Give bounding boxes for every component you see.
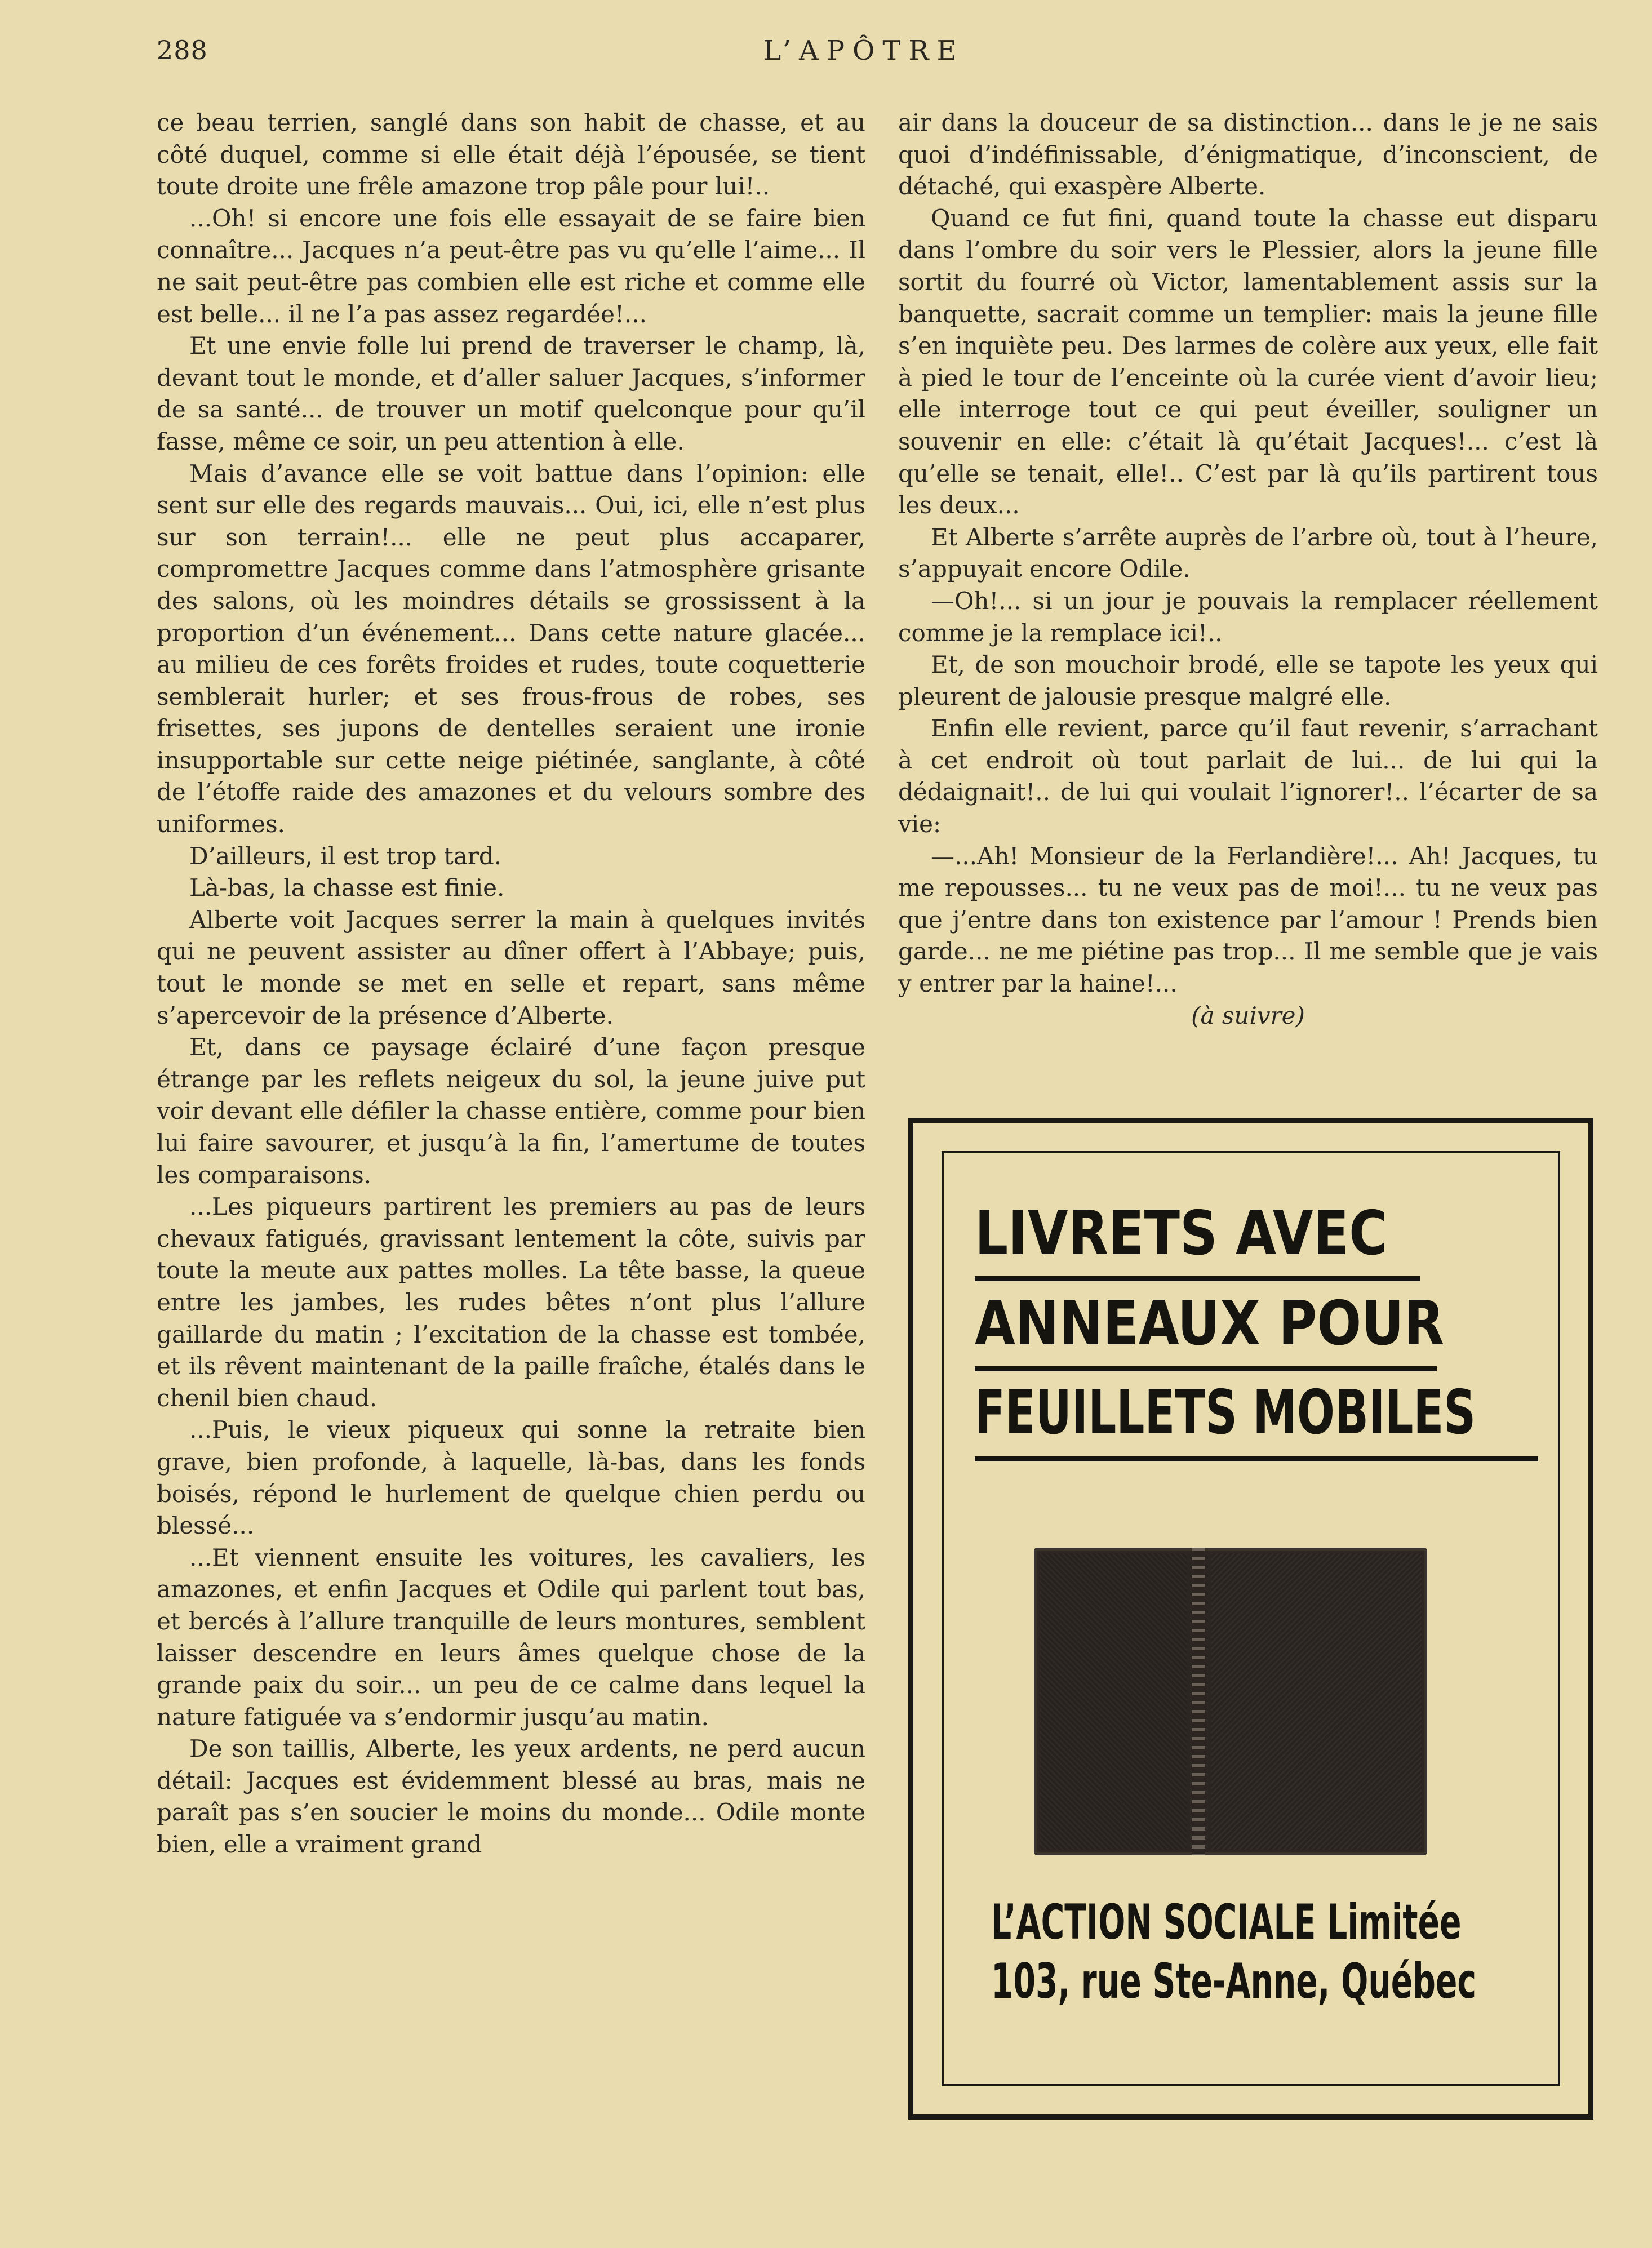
ad-divider bbox=[975, 1456, 1538, 1461]
paragraph: Et Alberte s’arrête auprès de l’arbre où, tout à l’heure, s’appuyait encore Odile. bbox=[898, 523, 1598, 583]
binder-book-image bbox=[1034, 1548, 1427, 1855]
ad-address: 103, rue Ste-Anne, Québec bbox=[991, 1953, 1477, 2010]
paragraph: ...Les piqueurs partirent les premiers au pas de leurs chevaux fatigués, gravissant lentement la côte, suivis par toute la meute aux pattes molles. La tête basse, la queue entre les jambes, les rudes bêtes n’ont plus l’allure gaillarde du matin ; l’excitation de la chasse est tombée, et ils rêvent maintenant de la paille fraîche, étalés dans le chenil bien chaud. bbox=[157, 1193, 865, 1412]
paragraph: ...Et viennent ensuite les voitures, les cavaliers, les amazones, et enfin Jacques et Odile qui parlent tout bas, et bercés à l’allure tranquille de leurs montures, semblent laisser descendre en leurs âmes quelque chose de la grande paix du soir... un peu de ce calme dans lequel la nature fatiguée va s’endormir jusqu’au matin. bbox=[157, 1543, 865, 1731]
right-column bbox=[898, 107, 1598, 1032]
paragraph: Mais d’avance elle se voit battue dans l’opinion: elle sent sur elle des regards mauvais... Oui, ici, elle n’est plus sur son terrain!... elle ne peut plus accaparer, compromettre Jacques comme dans l’atmosphère grisante des salons, où les moindres détails se grossissent à la proportion d’un événement... Dans cette nature glacée... au milieu de ces forêts froides et rudes, toute coquetterie semblerait hurler; et ses frous-frous de robes, ses frisettes, ses jupons de dentelles seraient une ironie insupportable sur cette neige piétinée, sanglante, à côté de l’étoffe raide des amazones et du velours sombre des uniformes. bbox=[157, 459, 865, 838]
ad-divider bbox=[975, 1276, 1420, 1281]
paragraph: Quand ce fut fini, quand toute la chasse eut disparu dans l’ombre du soir vers le Plessier, alors la jeune fille sortit du fourré où Victor, lamentablement assis sur la banquette, sacrait comme un templier: mais la jeune fille s’en inquiète peu. Des larmes de colère aux yeux, elle fait à pied le tour de l’enceinte où la curée vient d’avoir lieu; elle interroge tout ce qui peut éveiller, souligner un souvenir en elle: c’était là qu’était Jacques!... c’est là qu’elle se tenait, elle!.. C’est par là qu’ils partirent tous les deux... bbox=[898, 204, 1598, 519]
book-cover-texture bbox=[1040, 1553, 1187, 1850]
paragraph: De son taillis, Alberte, les yeux ardents, ne perd aucun détail: Jacques est évidemment blessé au bras, mais ne paraît pas s’en soucier le moins du monde... Odile monte bien, elle a vraiment grand bbox=[157, 1735, 865, 1859]
advertisement-inner-border bbox=[942, 1151, 1560, 2086]
ad-headline-line1: LIVRETS AVEC bbox=[975, 1198, 1388, 1269]
ad-headline-line3: FEUILLETS MOBILES bbox=[975, 1378, 1476, 1448]
paragraph: ...Puis, le vieux piqueux qui sonne la retraite bien grave, bien profonde, à laquelle, là-bas, dans les fonds boisés, répond le hurlement de quelque chien perdu ou blessé... bbox=[157, 1416, 865, 1540]
paragraph: —...Ah! Monsieur de la Ferlandière!... Ah! Jacques, tu me repousses... tu ne veux pas de moi!... tu ne veux pas que j’entre dans ton existence par l’amour ! Prends bien garde... ne me piétine pas trop... Il me semble que je vais y entrer par la haine!... bbox=[898, 842, 1598, 998]
paragraph: Et une envie folle lui prend de traverser le champ, là, devant tout le monde, et d’aller saluer Jacques, s’informer de sa santé... de trouver un motif quelconque pour qu’il fasse, même ce soir, un peu attention à elle. bbox=[157, 332, 865, 455]
paragraph: Alberte voit Jacques serrer la main à quelques invités qui ne peuvent assister au dîner offert à l’Abbaye; puis, tout le monde se met en selle et repart, sans même s’apercevoir de la présence d’Alberte. bbox=[157, 905, 865, 1029]
book-cover-texture bbox=[1211, 1553, 1422, 1850]
ad-divider bbox=[975, 1366, 1437, 1371]
paragraph: Là-bas, la chasse est finie. bbox=[189, 874, 505, 902]
left-column bbox=[157, 107, 865, 1861]
paragraph: D’ailleurs, il est trop tard. bbox=[189, 842, 502, 870]
paragraph: Et, dans ce paysage éclairé d’une façon presque étrange par les reflets neigeux du sol, la jeune juive put voir devant elle défiler la chasse entière, comme pour bien lui faire savourer, et jusqu’à la fin, l’amertume de toutes les comparaisons. bbox=[157, 1033, 865, 1189]
ad-headline-line2: ANNEAUX POUR bbox=[975, 1289, 1445, 1359]
ad-company: L’ACTION SOCIALE Limitée bbox=[991, 1894, 1462, 1951]
paragraph: ...Oh! si encore une fois elle essayait de se faire bien connaître... Jacques n’a peut-être pas vu qu’elle l’aime... Il ne sait peut-être pas combien elle est riche et comme elle est belle... il ne l’a pas assez regardée!... bbox=[157, 204, 865, 328]
paragraph: —Oh!... si un jour je pouvais la remplacer réellement comme je la remplace ici!.. bbox=[898, 587, 1598, 647]
paragraph: ce beau terrien, sanglé dans son habit de chasse, et au côté duquel, comme si elle était déjà l’épousée, se tient toute droite une frêle amazone trop pâle pour lui!.. bbox=[157, 109, 865, 201]
continued-label: (à suivre) bbox=[1191, 1001, 1305, 1029]
page-number: 288 bbox=[157, 35, 208, 65]
book-rings-spine bbox=[1192, 1548, 1205, 1855]
paragraph: air dans la douceur de sa distinction... dans le je ne sais quoi d’indéfinissable, d’énigmatique, d’inconscient, de détaché, qui exaspère Alberte. bbox=[898, 109, 1598, 201]
page-header bbox=[157, 35, 1571, 69]
paragraph: Enfin elle revient, parce qu’il faut revenir, s’arrachant à cet endroit où tout parlait de lui... de lui qui la dédaignait!.. de lui qui voulait l’ignorer!.. l’écarter de sa vie: bbox=[898, 714, 1598, 838]
advertisement bbox=[908, 1118, 1593, 2120]
running-title: L’APÔTRE bbox=[763, 35, 965, 66]
paragraph: Et, de son mouchoir brodé, elle se tapote les yeux qui pleurent de jalousie presque malgré elle. bbox=[898, 651, 1598, 710]
